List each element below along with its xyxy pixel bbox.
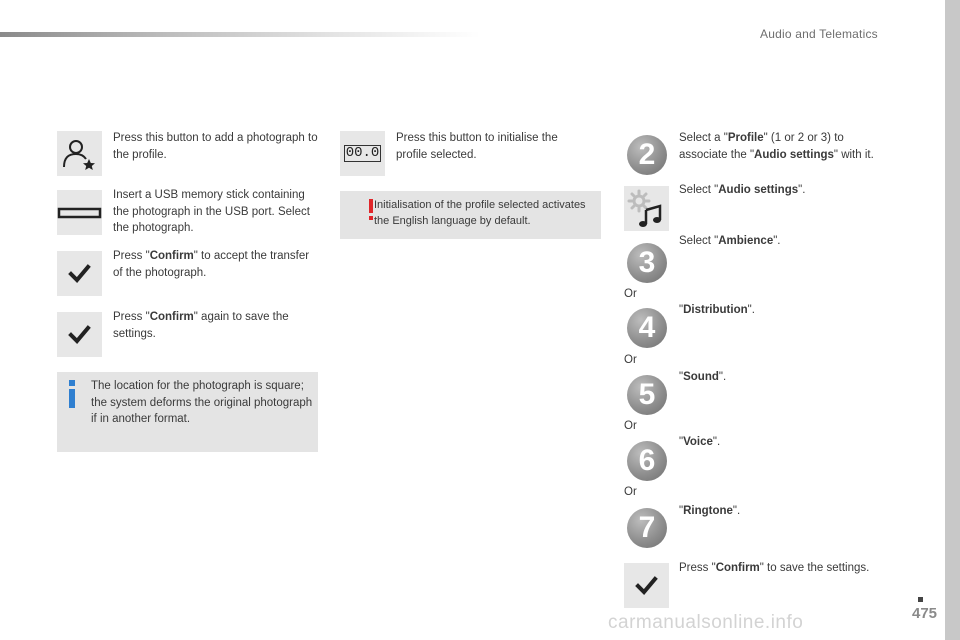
step-select-profile-text: Select a "Profile" (1 or 2 or 3) to associate the "Audio settings" with it.: [679, 132, 874, 161]
page-marker: [918, 597, 923, 602]
checkmark-icon: [57, 312, 102, 357]
header-gradient-bar: [0, 32, 480, 37]
confirm-label: Confirm: [149, 311, 194, 323]
option-distribution-text: "Distribution".: [679, 304, 755, 316]
step-confirm-final-text: Press "Confirm" to save the settings.: [679, 562, 870, 574]
page-number: 475: [912, 605, 938, 622]
step-select-audio-settings-text: Select "Audio settings".: [679, 184, 806, 196]
step-number-badge: 3: [627, 243, 667, 283]
header-title: Audio and Telematics: [760, 27, 878, 41]
step-number-badge: 2: [627, 135, 667, 175]
usb-slot-icon: [57, 190, 102, 235]
audio-settings-button[interactable]: [624, 186, 669, 231]
or-label: Or: [624, 288, 637, 300]
info-icon: [67, 380, 77, 408]
warning-note-text: Initialisation of the profile selected activates the English language by default.: [374, 199, 586, 227]
step-initialise-text: Press this button to initialise the profile selected.: [396, 132, 558, 161]
checkmark-icon: [624, 563, 669, 608]
step-number-badge: 5: [627, 375, 667, 415]
info-note: [57, 372, 318, 452]
step-usb-text: Insert a USB memory stick containing the photograph in the USB port. Select the photograph.: [113, 189, 310, 234]
reset-button-label: 00.0: [345, 145, 380, 161]
usb-slot-tile: [57, 190, 102, 235]
page-edge-strip: [945, 0, 960, 640]
confirm-button-final[interactable]: [624, 563, 669, 608]
option-sound-text: "Sound".: [679, 371, 727, 383]
step-confirm-save-text: Press "Confirm" again to save the settings.: [113, 311, 289, 340]
confirm-button-2[interactable]: [57, 312, 102, 357]
confirm-button-1[interactable]: [57, 251, 102, 296]
info-note-text: The location for the photograph is square; the system deforms the original photograph if in another format.: [91, 380, 313, 425]
step-number-badge: 7: [627, 508, 667, 548]
step-confirm-transfer-text: Press "Confirm" to accept the transfer of the photograph.: [113, 250, 310, 279]
initialise-profile-button[interactable]: [340, 131, 385, 176]
step-number-badge: 4: [627, 308, 667, 348]
step-number-badge: 6: [627, 441, 667, 481]
checkmark-icon: [57, 251, 102, 296]
step-add-photo-text: Press this button to add a photograph to the profile.: [113, 132, 318, 161]
gear-music-icon: [624, 186, 669, 231]
step-select-ambience-text: Select "Ambience".: [679, 235, 781, 247]
watermark: carmanualsonline.info: [608, 612, 804, 633]
or-label: Or: [624, 354, 637, 366]
warning-note: [340, 191, 601, 239]
option-voice-text: "Voice".: [679, 436, 721, 448]
option-ringtone-text: "Ringtone".: [679, 505, 741, 517]
or-label: Or: [624, 420, 637, 432]
confirm-label: Confirm: [149, 250, 194, 262]
user-star-icon: [57, 131, 102, 176]
profile-photo-button[interactable]: [57, 131, 102, 176]
or-label: Or: [624, 486, 637, 498]
